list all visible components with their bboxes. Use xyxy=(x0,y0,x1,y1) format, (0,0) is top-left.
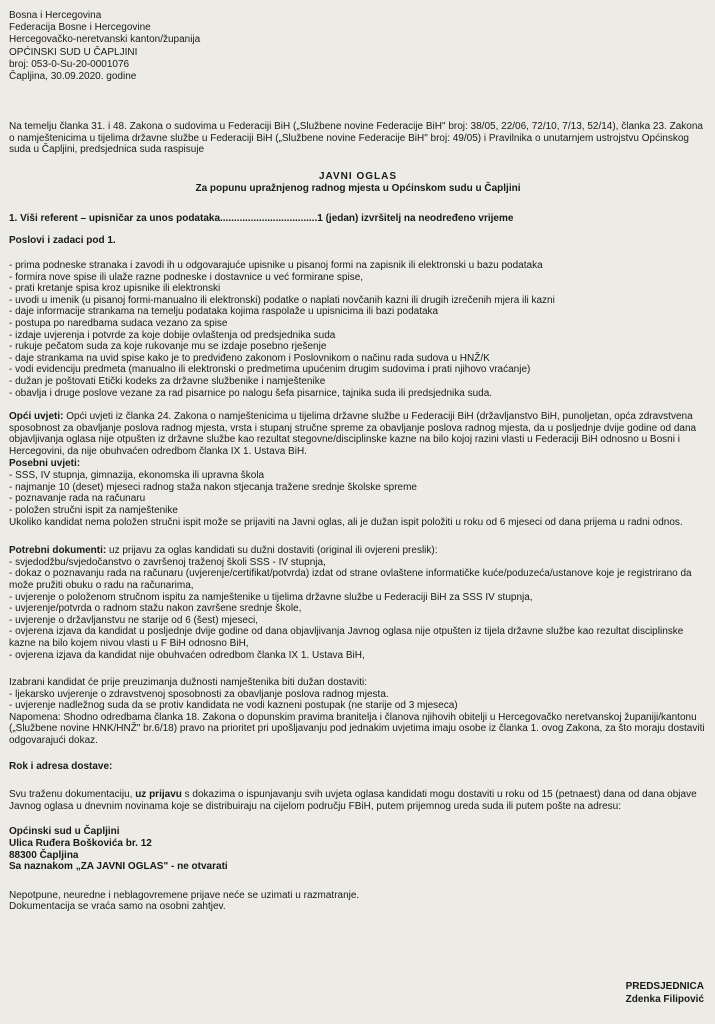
required-documents-intro-text: uz prijavu za oglas kandidati su dužni dostaviti (original ili ovjereni preslik): xyxy=(106,545,438,557)
deadline-paragraph xyxy=(9,789,707,812)
address-line: Ulica Ruđera Boškovića br. 12 xyxy=(9,838,152,850)
position-line: 1. Viši referent – upisničar za unos podataka...................................1 (jedan) izvršitelj na neodređeno vrijeme xyxy=(9,212,514,224)
list-item: - najmanje 10 (deset) mjeseci radnog staža nakon stjecanja tražene srednje školske spreme xyxy=(9,481,417,493)
header-line: Čapljina, 30.09.2020. godine xyxy=(9,70,137,82)
duties-heading: Poslovi i zadaci pod 1. xyxy=(9,234,116,246)
list-item: - prati kretanje spisa kroz upisnike ili elektronski xyxy=(9,283,221,295)
address-line: Općinski sud u Čapljini xyxy=(9,826,120,838)
signature-name: Zdenka Filipović xyxy=(625,993,704,1005)
header-line: broj: 053-0-Su-20-0001076 xyxy=(9,58,130,70)
special-conditions-heading: Posebni uvjeti: xyxy=(9,457,81,469)
deadline-text-before: Svu traženu dokumentaciju, xyxy=(9,789,136,801)
list-item: - uvjerenje/potvrda o radnom stažu nakon završene srednje škole, xyxy=(9,603,302,615)
list-item: - vodi evidenciju predmeta (manualno ili elektronski o predmetima upućenim drugim sudovima i prati njihovo vraćanje) xyxy=(9,364,531,376)
list-item: - ljekarsko uvjerenje o zdravstvenoj sposobnosti za obavljanje poslova radnog mjesta. xyxy=(9,688,389,700)
duties-list xyxy=(9,260,707,399)
list-item: - svjedodžbu/svjedočanstvo o završenoj traženoj školi SSS - IV stupnja, xyxy=(9,556,326,568)
list-item: - daje informacije strankama na temelju podataka kojima raspolaže u upisnicima ili bazi podataka xyxy=(9,306,439,318)
special-conditions-list xyxy=(9,470,707,528)
closing-line: Nepotpune, neuredne i neblagovremene prijave neće se uzimati u razmatranje. xyxy=(9,889,360,901)
address-line: 88300 Čapljina xyxy=(9,849,79,861)
list-item: - dužan je poštovati Etički kodeks za državne službenike i namještenike xyxy=(9,376,326,388)
selected-candidate-list xyxy=(9,689,707,747)
notice-title-sub: Za popunu upražnjenog radnog mjesta u Općinskom sudu u Čapljini xyxy=(195,183,521,195)
deadline-heading: Rok i adresa dostave: xyxy=(9,760,113,772)
general-conditions-label: Opći uvjeti: xyxy=(9,411,64,423)
list-item: - ovjerena izjava da kandidat u posljednje dvije godine od dana objavljivanja Javnog oglasa nije otpušten iz tijela državne službe kao rezultat disciplinske kazne na bilo kojem nivou vlasti u F BiH odnosno BiH, xyxy=(9,626,684,649)
list-item: - uvodi u imenik (u pisanoj formi-manualno ili elektronski) podatke o naplati novčanih kazni ili drugih izrečenih mjera ili kazni xyxy=(9,294,555,306)
header-line: Bosna i Hercegovina xyxy=(9,10,102,21)
required-documents-label: Potrebni dokumenti: xyxy=(9,545,107,557)
required-documents xyxy=(9,545,707,661)
deadline-text-after: s dokazima o ispunjavanju svih uvjeta oglasa kandidati mogu dostaviti u roku od 15 (petnaest) dana od dana objave Javnog oglasa u dnevnim novinama koje se distribuiraju na cijelom području FBiH, putem prijemnog ureda suda ili putem pošte na adresu: xyxy=(9,789,697,812)
header-line: OPĆINSKI SUD U ČAPLJINI xyxy=(9,46,138,58)
closing-notes xyxy=(9,890,707,913)
list-item: - izdaje uvjerenja i potvrde za koje dobije ovlaštenja od predsjednika suda xyxy=(9,329,336,341)
list-item: - položen stručni ispit za namještenike xyxy=(9,504,178,516)
list-item: - prima podneske stranaka i zavodi ih u odgovarajuće upisnike u pisanoj formi na zapisnik ili elektronski u bazu podataka xyxy=(9,260,543,272)
general-conditions-text: Opći uvjeti iz članka 24. Zakona o namještenicima u tijelima državne službe u Federaciji BiH (državljanstvo BiH, punoljetan, opća zdravstvena sposobnost za obavljanje poslova radnog mjesta, vrsta i stupanj stručne spreme za obavljanje poslova radnog mjesta, da u posljednje dvije godine od dana objavljivanja oglasa nije otpušten iz državne službe kao rezultat stegovne/disciplinske kazne na bilo kojoj razini vlasti u Federaciji BiH odnosno u Bosni i Hercegovini, da nije obuhvaćen odredbom članka IX 1. Ustava BiH. xyxy=(9,411,697,457)
header-line: Hercegovačko-neretvanski kanton/županija xyxy=(9,34,201,46)
required-documents-list xyxy=(9,557,707,661)
list-item: - daje strankama na uvid spise kako je to predviđeno zakonom i Poslovnikom o načinu rada sudova u HNŽ/K xyxy=(9,352,490,364)
selected-candidate-section xyxy=(9,677,707,747)
court-header xyxy=(9,10,707,83)
deadline-text-bold: uz prijavu xyxy=(135,789,182,801)
required-documents-intro xyxy=(9,545,707,557)
address-line: Sa naznakom „ZA JAVNI OGLAS" - ne otvarati xyxy=(9,861,228,873)
list-item: - postupa po naredbama sudaca vezano za spise xyxy=(9,318,228,330)
list-item: - obavlja i druge poslove vezane za rad pisarnice po nalogu šefa pisarnice, tajnika suda ili predsjednika suda. xyxy=(9,387,493,399)
delivery-address xyxy=(9,826,707,872)
list-item: - SSS, IV stupnja, gimnazija, ekonomska ili upravna škola xyxy=(9,470,265,482)
header-line: Federacija Bosne i Hercegovine xyxy=(9,22,151,34)
general-conditions xyxy=(9,411,707,457)
signature-block xyxy=(626,981,704,1006)
list-item: - uvjerenje o državljanstvu ne starije od 6 (šest) mjeseci, xyxy=(9,614,258,626)
signature-role: PREDSJEDNICA xyxy=(625,981,704,992)
priority-note: Napomena: Shodno odredbama članka 18. Zakona o dopunskim pravima branitelja i članova njihovih obitelji u Hercegovačko neretvanskoj županiji/kantonu („Službene novine HNK/HNŽ" br.6/18) pravo na prioritet pri upošljavanju pod jednakim uvjetima imaju osobe iz članka 1. ovog Zakona, za što moraju dostaviti odgovarajući dokaz. xyxy=(9,711,705,747)
notice-title xyxy=(9,171,707,196)
closing-line: Dokumentacija se vraća samo na osobni zahtjev. xyxy=(9,901,226,913)
list-item: - rukuje pečatom suda za koje rukovanje mu se izdaje posebno rješenje xyxy=(9,341,327,353)
notice-title-main: JAVNI OGLAS xyxy=(318,170,398,182)
list-item: - uvjerenje nadležnog suda da se protiv kandidata ne vodi kazneni postupak (ne starije od 3 mjeseca) xyxy=(9,700,458,712)
list-item: - poznavanje rada na računaru xyxy=(9,493,146,505)
list-item: - ovjerena izjava da kandidat nije obuhvaćen odredbom članka IX 1. Ustava BiH, xyxy=(9,649,365,661)
list-item: - formira nove spise ili ulaže razne podneske i dostavnice u već formirane spise, xyxy=(9,271,364,283)
list-item: - uvjerenje o položenom stručnom ispitu za namještenike u tijelima državne službe u Federaciji BiH za SSS IV stupnja, xyxy=(9,591,533,603)
list-item: - dokaz o poznavanju rada na računaru (uvjerenje/certifikat/potvrda) izdat od strane ovlaštene informatičke kuće/poduzeća/ustanove koje je registrirano da može pružiti obuku o radu na računarima, xyxy=(9,568,692,591)
intro-paragraph: Na temelju članka 31. i 48. Zakona o sudovima u Federaciji BiH („Službene novine Federacije BiH" broj: 38/05, 22/06, 72/10, 7/13, 52/14), članka 23. Zakona o namještenicima u tijelima državne službe u Federaciji BiH („Službene novine Federacije BiH" broj: 49/05) i Pravilnika o unutarnjem ustrojstvu Općinskog suda u Čapljini, predsjednica suda raspisuje xyxy=(9,121,703,156)
special-conditions-note: Ukoliko kandidat nema položen stručni ispit može se prijaviti na Javni oglas, ali je dužan ispit položiti u roku od 6 mjeseci od dana prijema u radni odnos. xyxy=(9,516,683,528)
selected-candidate-intro: Izabrani kandidat će prije preuzimanja dužnosti namještenika biti dužan dostaviti: xyxy=(9,677,367,689)
